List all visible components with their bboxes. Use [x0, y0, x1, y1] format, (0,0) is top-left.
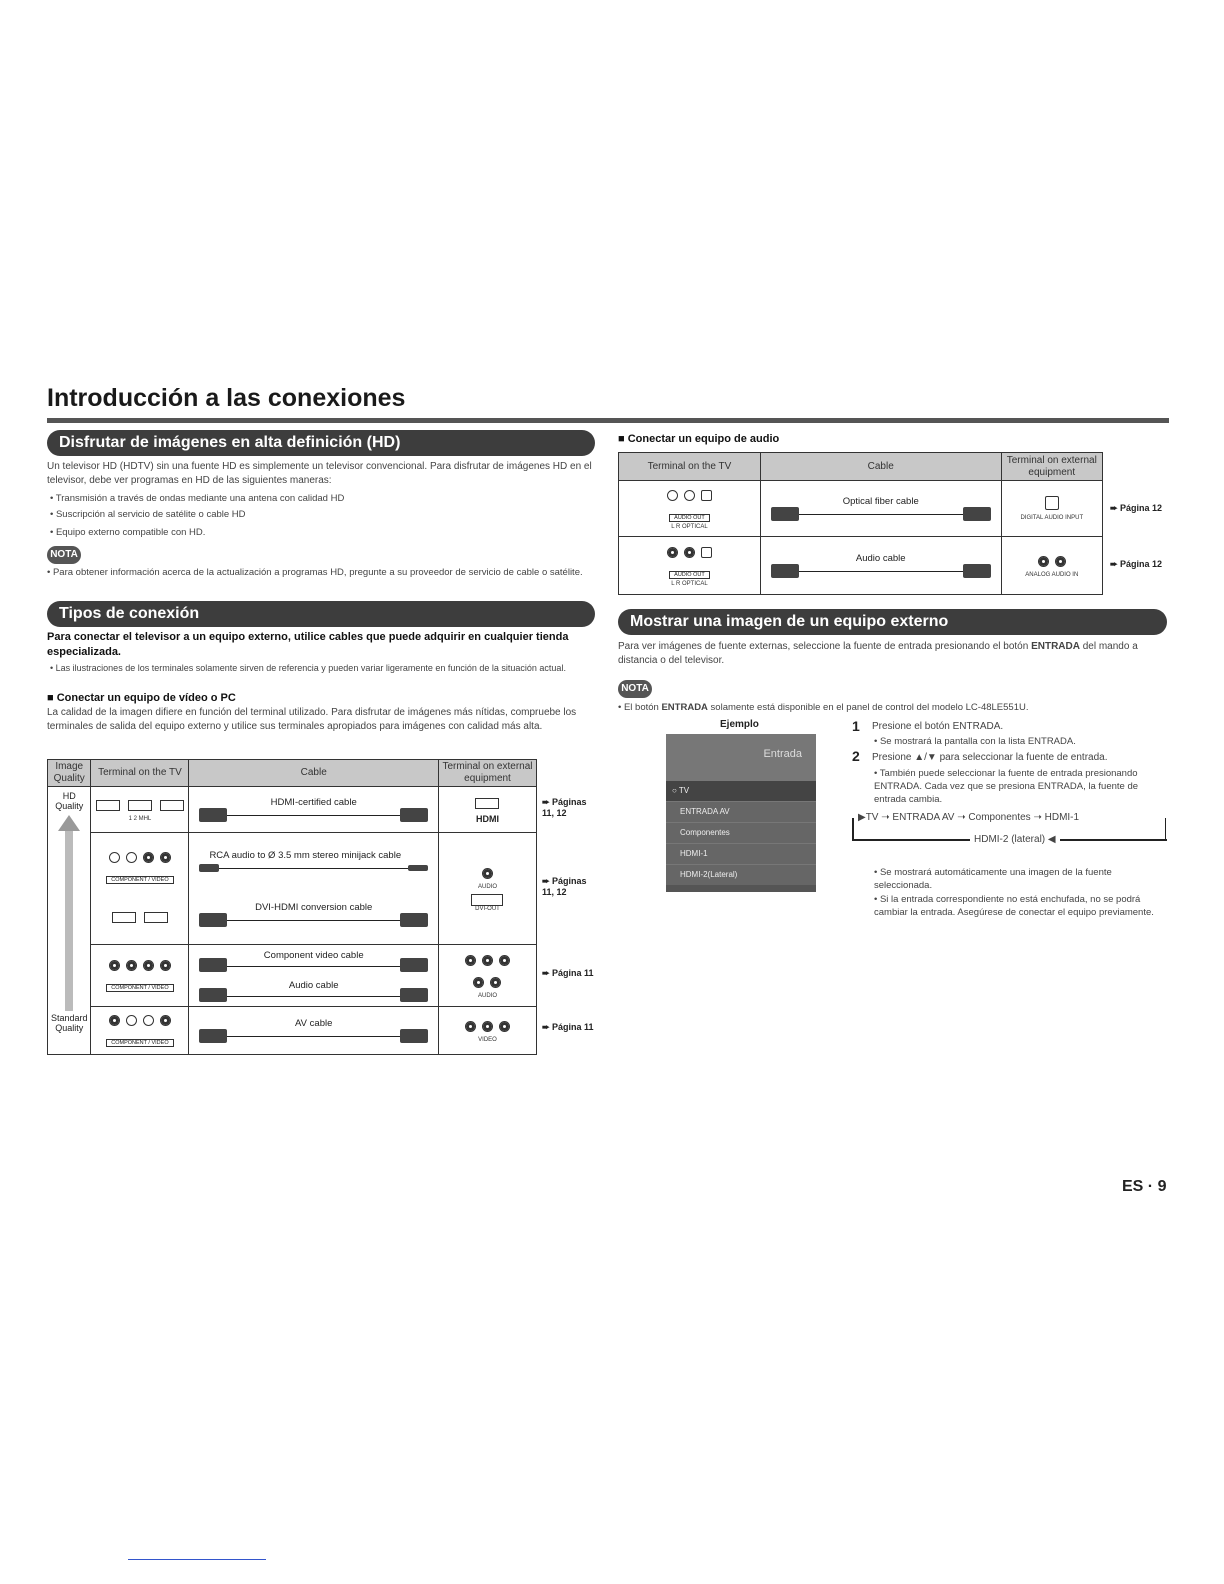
page-ref: ➨ Página 11: [542, 968, 594, 978]
page-title: Introducción a las conexiones: [47, 384, 406, 412]
plug-icon: [199, 958, 227, 972]
col-header-tv-terminal: Terminal on the TV: [619, 453, 761, 481]
after-bullet: • Se mostrará automáticamente una imagen de la fuente seleccionada.: [874, 867, 1112, 891]
hdmi-port-icon: [96, 800, 120, 811]
optical-port-icon: [1045, 496, 1059, 510]
port-icon: [482, 868, 493, 879]
nota-badge: NOTA: [47, 546, 81, 564]
port-icon: [143, 960, 154, 971]
ext-optical-terminal: [1001, 481, 1102, 537]
step2-bullet: • También puede seleccionar la fuente de entrada presionando ENTRADA. Cada vez que se presiona ENTRADA, la fuente de entrada cambia.: [874, 768, 1139, 805]
plug-icon: [400, 808, 428, 822]
plug-icon: [400, 958, 428, 972]
port-icon: [109, 960, 120, 971]
port-icon: [684, 490, 695, 501]
optical-port-icon: [701, 547, 712, 558]
port-icon: [482, 955, 493, 966]
col-header-ext-terminal: Terminal on external equipment: [1001, 453, 1102, 481]
ext-audio-dvi-terminal: [438, 833, 536, 945]
hd-quality-label: HD Quality: [55, 791, 84, 811]
port-icon: [465, 1021, 476, 1032]
audio-label: AUDIO: [477, 883, 497, 890]
port-icon: [499, 955, 510, 966]
col-header-cable: Cable: [189, 760, 439, 787]
plug-icon: [408, 865, 428, 871]
mostrar-banner: Mostrar una imagen de un equipo externo: [618, 609, 1167, 635]
dvi-cable-label: DVI-HDMI conversion cable: [255, 901, 373, 913]
page-ref: ➨ Página 12: [1110, 503, 1163, 513]
step-number: 1: [852, 718, 860, 734]
plug-icon: [963, 564, 991, 578]
port-icon: [465, 955, 476, 966]
plug-icon: [199, 864, 219, 872]
port-icon: [126, 852, 137, 863]
port-icon: [499, 1021, 510, 1032]
quality-column: [48, 787, 91, 1055]
ejemplo-label: Ejemplo: [720, 719, 759, 730]
port-icon: [482, 1021, 493, 1032]
menu-item-tv[interactable]: ○ TV: [666, 780, 816, 801]
plug-icon: [199, 1029, 227, 1043]
optical-cable-label: Optical fiber cable: [842, 495, 919, 507]
video-label: VIDEO: [478, 1036, 497, 1043]
tipos-banner: Tipos de conexión: [47, 601, 595, 627]
menu-item-componentes[interactable]: Componentes: [666, 822, 816, 843]
after-bullet: • Si la entrada correspondiente no está enchufada, no se podrá cambiar la entrada. Asegúrese de conectar el equipo previamente.: [874, 894, 1154, 918]
plug-icon: [400, 1029, 428, 1043]
hdmi-port-icon: [128, 800, 152, 811]
component-label: COMPONENT / VIDEO: [106, 876, 173, 884]
page-number: ES · 9: [1122, 1178, 1167, 1195]
tv-analog-terminal: [619, 537, 761, 595]
quality-arrow-icon: [58, 815, 80, 831]
plug-icon: [771, 564, 799, 578]
step1-text: Presione el botón ENTRADA.: [872, 721, 1004, 732]
optical-cable-cell: [760, 481, 1001, 537]
tv-component-terminal: [91, 945, 189, 1007]
plug-icon: [963, 507, 991, 521]
plug-icon: [199, 808, 227, 822]
port-numbers: 1 2 MHL: [128, 815, 152, 822]
hd-bullet: • Suscripción al servicio de satélite o cable HD: [50, 509, 246, 520]
port-icon: [160, 852, 171, 863]
rca-dvi-cable-cell: [189, 833, 439, 945]
component-label: COMPONENT / VIDEO: [106, 984, 173, 992]
audio-label: AUDIO: [477, 992, 497, 999]
port-icon: [160, 1015, 171, 1026]
analog-audio-label: ANALOG AUDIO IN: [1025, 571, 1079, 578]
col-header-quality: Image Quality: [48, 760, 91, 787]
port-icon: [160, 960, 171, 971]
ext-av-terminal: [438, 1007, 536, 1055]
hdmi-port-icon: [475, 798, 499, 809]
tipos-lead: Para conectar el televisor a un equipo externo, utilice cables que puede adquirir en cualquier tienda especializada.: [47, 631, 569, 658]
port-icon: [109, 1015, 120, 1026]
analog-cable-cell: [760, 537, 1001, 595]
cycle-hdmi-2: HDMI-2 (lateral) ◀: [970, 833, 1060, 846]
analog-cable-label: Audio cable: [855, 552, 906, 564]
video-connection-table: [47, 759, 537, 1055]
video-pc-text: La calidad de la imagen difiere en función del terminal utilizado. Para disfrutar de imágenes más nítidas, compruebe los terminales de salida del equipo externo y utilice sus terminales apropiados para imágenes con calidad más alta.: [47, 707, 577, 732]
col-header-cable: Cable: [760, 453, 1001, 481]
hdmi-logo: HDMI: [475, 813, 499, 824]
hd-nota-text: • Para obtener información acerca de la actualización a programas HD, pregunte a su proveedor de servicio de cable o satélite.: [47, 567, 583, 578]
av-cable-label: AV cable: [295, 1017, 333, 1029]
audio-out-label: AUDIO OUT: [669, 514, 710, 522]
av-cable-cell: [189, 1007, 439, 1055]
plug-icon: [400, 913, 428, 927]
step1-bullet: • Se mostrará la pantalla con la lista ENTRADA.: [874, 736, 1076, 747]
title-rule: [47, 418, 1169, 423]
tv-hdmi-terminal: [91, 787, 189, 833]
video-pc-heading: ■ Conectar un equipo de vídeo o PC: [47, 692, 236, 704]
col-header-ext-terminal: Terminal on external equipment: [438, 760, 536, 787]
port-icon: [1038, 556, 1049, 567]
plug-icon: [199, 988, 227, 1002]
ext-component-terminal: [438, 945, 536, 1007]
hdmi-port-icon: [144, 912, 168, 923]
step-number: 2: [852, 748, 860, 764]
tv-optical-terminal: [619, 481, 761, 537]
lr-optical-label: L R OPTICAL: [671, 523, 708, 530]
component-cable-cell: [189, 945, 439, 1007]
step2-text: Presione ▲/▼ para seleccionar la fuente de entrada.: [872, 752, 1108, 763]
page-ref: ➨ Páginas 11, 12: [542, 797, 587, 818]
hd-intro: Un televisor HD (HDTV) sin una fuente HD es simplemente un televisor convencional. Para disfrutar de imágenes HD en el televisor, debe ver programas en HD de las siguientes maneras:: [47, 461, 592, 486]
hd-banner: Disfrutar de imágenes en alta definición (HD): [47, 430, 595, 456]
hdmi-cable-label: HDMI-certified cable: [270, 796, 357, 808]
page-ref: ➨ Páginas 11, 12: [542, 876, 587, 897]
port-icon: [667, 547, 678, 558]
input-cycle-diagram: [852, 808, 1170, 848]
mostrar-intro: Para ver imágenes de fuente externas, seleccione la fuente de entrada presionando el botón ENTRADA del mando a distancia o del televisor.: [618, 641, 1138, 666]
plug-icon: [199, 913, 227, 927]
port-icon: [684, 547, 695, 558]
hd-bullets: [50, 492, 590, 539]
cycle-row: ▶TV ➝ ENTRADA AV ➝ Componentes ➝ HDMI-1: [858, 812, 1080, 823]
dvi-label: DVI-OUT: [475, 905, 500, 912]
port-icon: [143, 1015, 154, 1026]
audio-out-label: AUDIO OUT: [669, 571, 710, 579]
component-cable-label: Component video cable: [263, 949, 364, 961]
component-label: COMPONENT / VIDEO: [106, 1039, 173, 1047]
menu-item-hdmi-2[interactable]: HDMI-2(Lateral): [666, 864, 816, 885]
hdmi-port-icon: [160, 800, 184, 811]
hdmi-cable-cell: [189, 787, 439, 833]
menu-header: [666, 734, 816, 780]
plug-icon: [400, 988, 428, 1002]
port-icon: [1055, 556, 1066, 567]
plug-icon: [771, 507, 799, 521]
tv-av-terminal: [91, 1007, 189, 1055]
ext-hdmi-terminal: [438, 787, 536, 833]
page-ref: ➨ Página 12: [1110, 559, 1163, 569]
ext-analog-terminal: [1001, 537, 1102, 595]
col-header-tv-terminal: Terminal on the TV: [91, 760, 189, 787]
standard-quality-label: Standard Quality: [50, 1013, 88, 1033]
port-icon: [126, 1015, 137, 1026]
digital-audio-label: DIGITAL AUDIO INPUT: [1020, 515, 1084, 521]
audio-heading: ■ Conectar un equipo de audio: [618, 433, 780, 445]
tipos-bullet: • Las ilustraciones de los terminales solamente sirven de referencia y pueden variar ligeramente en función de la situación actual.: [50, 663, 566, 673]
page-ref: ➨ Página 11: [542, 1022, 594, 1032]
port-icon: [143, 852, 154, 863]
hd-bullet: • Transmisión a través de ondas mediante una antena con calidad HD: [50, 493, 345, 504]
audio-cable-label: Audio cable: [288, 979, 339, 991]
hdmi-port-icon: [112, 912, 136, 923]
input-menu-example: [666, 734, 816, 892]
menu-title: Entrada: [763, 748, 802, 760]
lr-optical-label: L R OPTICAL: [671, 580, 708, 587]
port-icon: [473, 977, 484, 988]
tv-audio-dvi-terminal: [91, 833, 189, 945]
dvi-port-icon: [471, 894, 503, 906]
hd-bullet: • Equipo externo compatible con HD.: [50, 527, 206, 538]
audio-connection-table: [618, 452, 1103, 595]
port-icon: [109, 852, 120, 863]
optical-port-icon: [701, 490, 712, 501]
port-icon: [126, 960, 137, 971]
footer-line: [128, 1559, 266, 1560]
rca-cable-label: RCA audio to Ø 3.5 mm stereo minijack cable: [209, 849, 402, 861]
mostrar-nota-text: • El botón ENTRADA solamente está disponible en el panel de control del modelo LC-48LE551U.: [618, 702, 1029, 713]
menu-item-hdmi-1[interactable]: HDMI-1: [666, 843, 816, 864]
menu-item-entrada-av[interactable]: ENTRADA AV: [666, 801, 816, 822]
quality-arrow-shaft: [65, 831, 73, 1011]
port-icon: [667, 490, 678, 501]
port-icon: [490, 977, 501, 988]
nota-badge: NOTA: [618, 680, 652, 698]
